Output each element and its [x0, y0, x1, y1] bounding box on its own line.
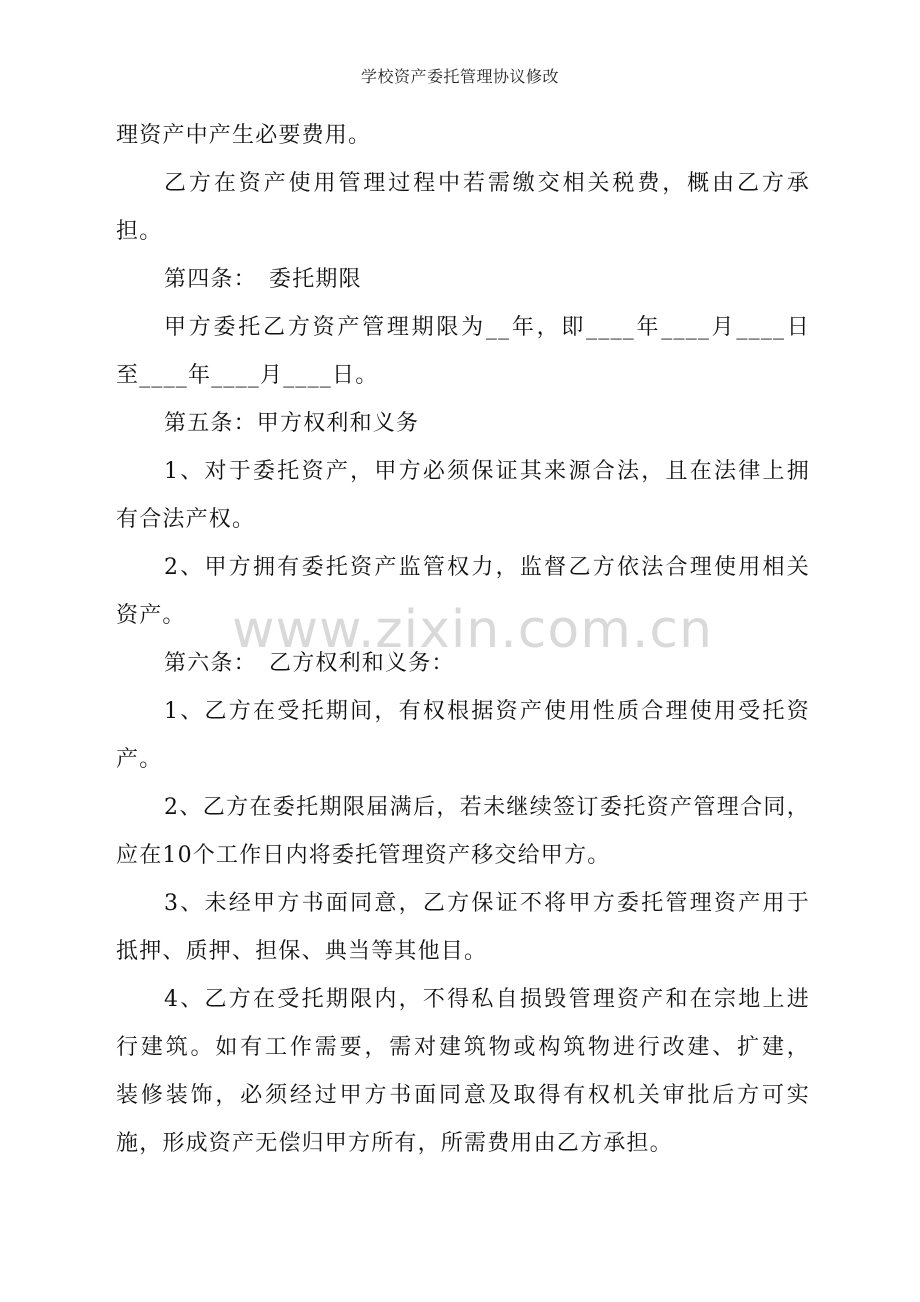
paragraph-line: 2、甲方拥有委托资产监管权力，监督乙方依法合理使用相关	[164, 555, 810, 580]
paragraph-line: 甲方委托乙方资产管理期限为__年，即____年____月____日	[164, 315, 810, 340]
paragraph-line: 行建筑。如有工作需要，需对建筑物或构筑物进行改建、扩建，	[116, 1035, 810, 1060]
section-heading: 第六条： 乙方权利和义务：	[164, 651, 455, 676]
paragraph-line: 至____年____月____日。	[116, 363, 379, 388]
paragraph-line: 1、对于委托资产，甲方必须保证其来源合法，且在法律上拥	[164, 459, 810, 484]
paragraph-line: 应在10个工作日内将委托管理资产移交给甲方。	[116, 843, 611, 868]
paragraph-line: 装修装饰，必须经过甲方书面同意及取得有权机关审批后方可实	[116, 1083, 810, 1108]
paragraph-line: 资产。	[116, 603, 186, 628]
paragraph-line: 3、未经甲方书面同意，乙方保证不将甲方委托管理资产用于	[164, 891, 810, 916]
section-heading: 第五条：甲方权利和义务	[164, 411, 420, 436]
paragraph-line: 有合法产权。	[116, 507, 256, 532]
document-body	[116, 112, 810, 1168]
paragraph-line: 理资产中产生必要费用。	[116, 123, 372, 148]
paragraph-line: 1、乙方在受托期间，有权根据资产使用性质合理使用受托资	[164, 699, 810, 724]
paragraph-line: 抵押、质押、担保、典当等其他目。	[116, 939, 488, 964]
paragraph-line: 2、乙方在委托期限届满后，若未继续签订委托资产管理合同，	[164, 795, 810, 820]
page-header: 学校资产委托管理协议修改	[360, 67, 559, 86]
paragraph-line: 施，形成资产无偿归甲方所有，所需费用由乙方承担。	[116, 1131, 673, 1156]
section-heading: 第四条： 委托期限	[164, 267, 362, 292]
paragraph-line: 产。	[116, 747, 163, 772]
paragraph-line: 4、乙方在受托期限内，不得私自损毁管理资产和在宗地上进	[164, 987, 810, 1012]
paragraph-line: 担。	[116, 219, 163, 244]
watermark: www.zixin.com.cn	[232, 600, 713, 660]
paragraph-line: 乙方在资产使用管理过程中若需缴交相关税费，概由乙方承	[164, 171, 810, 196]
